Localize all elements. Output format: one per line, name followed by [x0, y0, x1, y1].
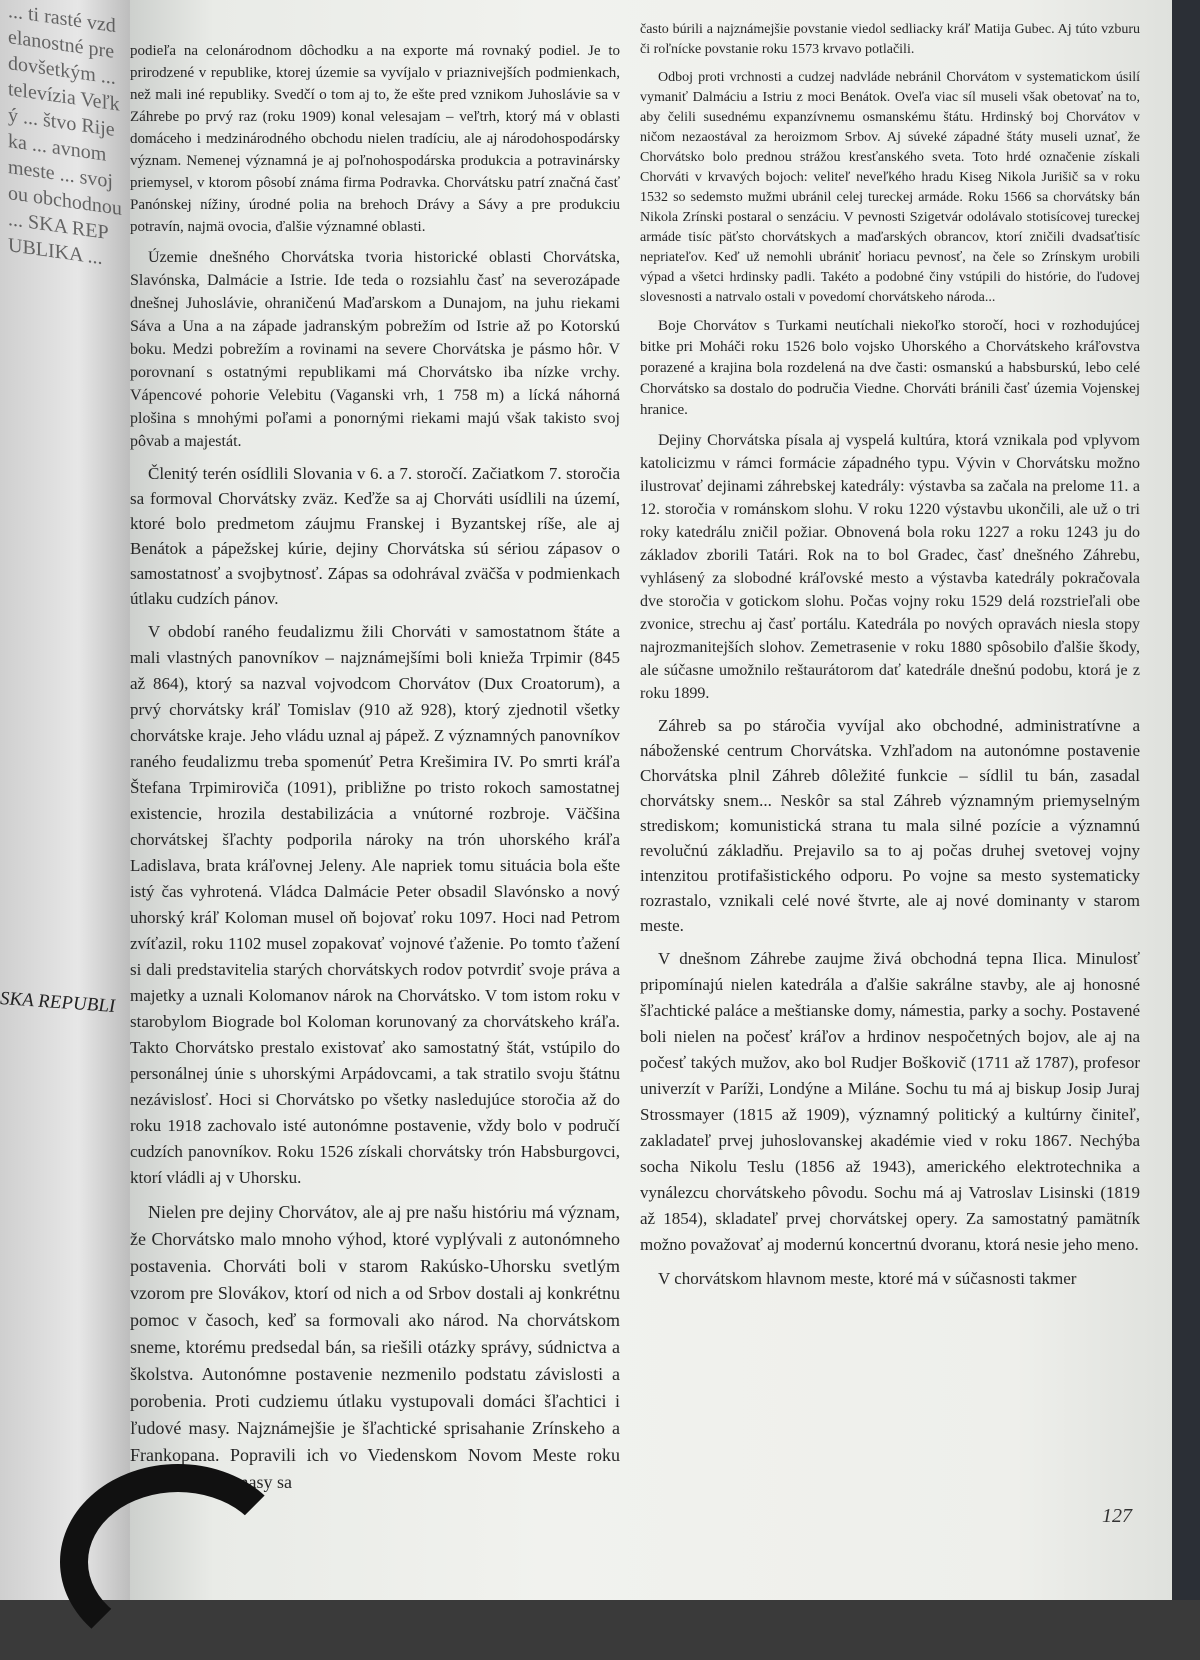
- left-column: [130, 0, 620, 1504]
- page-number: 127: [1102, 1505, 1132, 1527]
- right-column: [640, 0, 1140, 1300]
- paragraph: podieľa na celonárodnom dôchodku a na exporte má rovnaký podiel. Je to prirodzené v republike, ktorej územie sa vyvíjalo v priaznivejších podmienkach, než mali iné republiky. Svedčí o tom aj to, že ešte pred vznikom Juhoslávie sa v Záhrebe po prvý raz (roku 1909) konal velesajam – veľtrh, ktorý má v oblasti domáceho i medzinárodného obchodu nielen tradíciu, ale aj národohospodársky význam. Nemenej významná je aj poľnohospodárska produkcia a potravinársky priemysel, v ktorom pôsobí známa firma Podravka. Chorvátsku patrí značná časť Panónskej nížiny, úrodné polia na brehoch Drávy a Sávy a pre produkciu potravín, najmä ovocia, ďalšie významné oblasti.: [130, 43, 620, 235]
- paragraph: Dejiny Chorvátska písala aj vyspelá kultúra, ktorá vznikala pod vplyvom katolicizmu v rámci formácie západného typu. Vývin v Chorvátsku možno ilustrovať dejinami záhrebskej katedrály: výstavba sa začala na prelome 11. a 12. storočia v románskom slohu. V roku 1220 výstavbu ukončili, ale už o tri roky katedrálu zničil požiar. Obnovená bola roku 1227 a roku 1243 ju do základov zborili Tatári. Rok na to bol Gradec, časť dnešného Záhrebu, vyhlásený za slobodné kráľovské mesto a výstavba katedrály pokračovala dve storočia v gotickom slohu. Počas vojny roku 1529 delá rozstrieľali obe zvonice, strechu aj časť portálu. Katedrála po nových opravách niesla stopy najrozmanitejších slohov. Zemetrasenie v roku 1880 spôsobilo ďalšie škody, ale súčasne umožnilo reštaurátorom dať katedrále dnešnú podobu, ktorá je z roku 1899.: [640, 432, 1140, 702]
- paragraph: Členitý terén osídlili Slovania v 6. a 7. storočí. Začiatkom 7. storočia sa formoval Chorvátsky zväz. Keďže sa aj Chorváti usídlili na území, ktoré bolo predmetom záujmu Franskej i Byzantskej ríše, ale aj Benátok a pápežskej kúrie, dejiny Chorvátska sú sériou zápasov o samostatnosť a svojbytnosť. Zápas sa odohrával zväčša v podmienkach útlaku cudzích pánov.: [130, 464, 620, 608]
- facing-page-text: ... ti rasté vzdelanostné predovšetkým ... televízia Veľký ... štvo Rijeka ... avnom meste ... svojou obchodnou ... SKA REPUBLIKA ...: [8, 0, 122, 270]
- book-page: [130, 0, 1172, 1600]
- paragraph: Záhreb sa po stáročia vyvíjal ako obchodné, administratívne a náboženské centrum Chorvátska. Vzhľadom na autonómne postavenie Chorvátska plnil Záhreb dôležité funkcie – sídlil tu bán, zasadal chorvátsky snem... Neskôr sa stal Záhreb významným priemyselným strediskom; komunistická strana tu mala silné pozície a významnú revolučnú základňu. Prejavilo sa to aj počas druhej svetovej vojny intenzitou protifašistického odporu. Po vojne sa mesto systematicky rozrastalo, vznikali celé nové štvrte, ale aj nové dominanty v starom meste.: [640, 716, 1140, 935]
- foreground-object: [60, 1464, 296, 1660]
- paragraph: V období raného feudalizmu žili Chorváti v samostatnom štáte a mali vlastných panovníkov – najznámejšími boli knieža Trpimir (845 až 864), ktorý sa nazval vojvodcom Chorvátov (Dux Croatorum), a prvý chorvátsky kráľ Tomislav (910 až 928), ktorý zjednotil všetky chorvátske kraje. Jeho vládu uznal aj pápež. Z významných panovníkov raného feudalizmu treba spomenúť Petra Krešimira IV. Po smrti kráľa Štefana Trpimiroviča (1091), približne po tristo rokoch samostatnej existencie, hrozila destabilizácia a vnútorné rozbroje. Väčšina chorvátskej šľachty podporila nároky na trón uhorského kráľa Ladislava, brata kráľovnej Jeleny. Ale napriek tomu situácia bola ešte istý čas vyhrotená. Vládca Dalmácie Peter obsadil Slavónsko a nový uhorský kráľ Koloman musel oň bojovať roku 1097. Hoci nad Petrom zvíťazil, roku 1102 musel zopakovať vojnové ťaženie. Po tomto ťažení si dali predstavitelia starých chorvátskych rodov potvrdiť svoje práva a majetky a uznali Kolomanov nárok na Chorvátsko. V tom istom roku v starobylom Biograde bol Koloman korunovaný za chorvátskeho kráľa. Takto Chorvátsko prestalo existovať ako samostatný štát, vstúpilo do personálnej únie s uhorskými Arpádovcami, a tak stratilo svoju štátnu nezávislosť. Hoci si Chorvátsko po všetky nasledujúce storočia až do roku 1918 zachovalo isté autonómne postavenie, vždy bolo v područí cudzích panovníkov. Roku 1526 získali chorvátsky trón Habsburgovci, ktorí vládli aj v Uhorsku.: [130, 622, 620, 1187]
- paragraph: V dnešnom Záhrebe zaujme živá obchodná tepna Ilica. Minulosť pripomínajú nielen katedrála a ďalšie sakrálne stavby, ale aj honosné šľachtické paláce a meštianske domy, námestia, parky a sochy. Postavené boli nielen na počesť kráľov a hrdinov nespočetných bojov, ale aj na počesť takých mužov, ako bol Rudjer Boškovič (1711 až 1787), profesor univerzít v Paríži, Londýne a Miláne. Sochu tu má aj biskup Josip Juraj Strossmayer (1815 až 1909), významný politický a kultúrny činiteľ, zakladateľ prvej juhoslovanskej akadémie vied v roku 1867. Nechýba socha Nikolu Teslu (1856 až 1943), amerického elektrotechnika a vynálezcu chorvátskeho pôvodu. Sochu má aj Vatroslav Lisinski (1819 až 1854), skladateľ prvej chorvátskej opery. Za samostatný pamätník možno považovať aj modernú koncertnú dvoranu, ktorá nesie jeho meno.: [640, 949, 1140, 1254]
- paragraph: často búrili a najznámejšie povstanie viedol sedliacky kráľ Matija Gubec. Aj túto vzburu či roľnícke povstanie roku 1573 krvavo potlačili.: [640, 22, 1140, 57]
- paragraph: Územie dnešného Chorvátska tvoria historické oblasti Chorvátska, Slavónska, Dalmácie a Istrie. Ide teda o rozsiahlu časť na severozápade dnešnej Juhoslávie, ohraničenú Maďarskom a Dunajom, na juhu riekami Sáva a Una a na západe jadranským pobrežím od Istrie až po Kotorskú boku. Medzi pobrežím a rovinami na severe Chorvátska je pásmo hôr. V porovnaní s ostatnými republikami má Chorvátsko iba nízke vrchy. Vápencové pohorie Velebitu (Vaganski vrh, 1 758 m) a lícká náhorná plošina s mnohými poľami a ponornými riekami majú však takisto svoj pôvab a majestát.: [130, 249, 620, 450]
- paragraph: V chorvátskom hlavnom meste, ktoré má v súčasnosti takmer: [658, 1269, 1077, 1288]
- paragraph: Boje Chorvátov s Turkami neutíchali niekoľko storočí, hoci v rozhodujúcej bitke pri Moháči roku 1526 bolo vojsko Uhorského a Chorvátskeho kráľovstva porazené a krajina bola rozdelená na dve časti: osmanskú a habsburskú, lebo celé Chorvátsko sa dostalo do područia Viedne. Chorváti bránili časť územia Vojenskej hranice.: [640, 318, 1140, 418]
- facing-page: [0, 0, 130, 1600]
- paragraph: Nielen pre dejiny Chorvátov, ale aj pre našu históriu má význam, že Chorvátsko malo mnoho výhod, ktoré vyplývali z autonómneho postavenia. Chorváti boli v starom Rakúsko-Uhorsku svetlým vzorom pre Slovákov, ktorí od nich a od Srbov dostali aj konkrétnu pomoc v časoch, keď sa formovali ako národ. Na chorvátskom sneme, ktorému predsedal bán, sa riešili otázky správy, súdnictva a školstva. Autonómne postavenie nezmenilo podstatu závislosti a porobenia. Proti cudziemu útlaku vystupovali domáci šľachtici i ľudové masy. Najznámejšie je šľachtické sprisahanie Zrínskeho a Frankopana. Popravili ich vo Viedenskom Novom Meste roku 1671. Ľudové masy sa: [130, 1202, 620, 1492]
- facing-page-heading: SKA REPUBLI: [0, 987, 116, 1018]
- paragraph: Odboj proti vrchnosti a cudzej nadvláde nebránil Chorvátom v systematickom úsilí vymaniť Dalmáciu a Istriu z moci Benátok. Oveľa viac síl museli však obetovať na to, aby čelili susednému expanzívnemu osmanskému štátu. Hrdinský boj Chorvátov v ničom nezaostával za heroizmom Srbov. Aj súveké západné štáty museli uznať, že Chorvátsko bolo prednou strážou kresťanského sveta. Toto hrdé označenie získali Chorváti v krvavých bojoch: veliteľ neveľkého hradu Kiseg Nikola Jurišič sa v roku 1532 so sedemsto mužmi ubránil celej tureckej armáde. Roku 1566 sa chorvátsky bán Nikola Zrínski postaral o senzáciu. V pevnosti Szigetvár odolávalo stotisícovej tureckej armáde tisíc päťsto chorvátskych a maďarských obrancov, ktorí zničili dvadsaťtisíc nepriateľov. Keď už nemohli ubrániť horiacu pevnosť, na čele so Zrínskym urobili výpad a všetci hrdinsky padli. Takéto a podobné činy vstúpili do histórie, do ľudovej slovesnosti a natrvalo ostali v povedomí chorvátskeho národa...: [640, 70, 1140, 305]
- book-cover-edge: [1172, 0, 1200, 1600]
